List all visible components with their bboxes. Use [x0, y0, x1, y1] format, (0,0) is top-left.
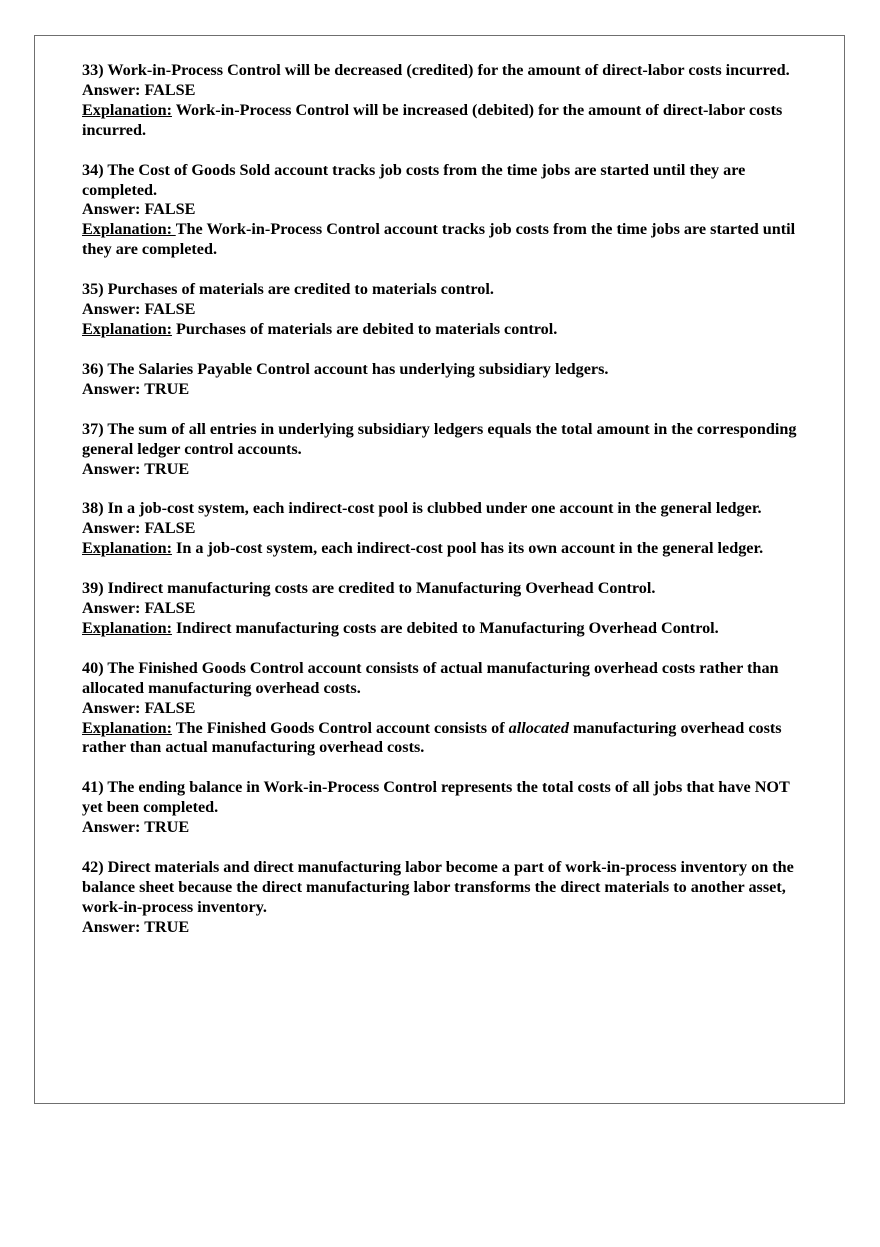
- question-block-38: [82, 499, 807, 559]
- explanation-label: Explanation:: [82, 618, 172, 637]
- answer-line: Answer: FALSE: [82, 200, 196, 219]
- answer-line: Answer: FALSE: [82, 300, 196, 319]
- answer-line: Answer: TRUE: [82, 459, 190, 478]
- question-block-40: [82, 659, 807, 759]
- question-block-37: [82, 420, 807, 480]
- question-block-35: [82, 280, 807, 340]
- explanation-text-pre: The Finished Goods Control account consists of: [171, 718, 509, 737]
- explanation-text: Work-in-Process Control will be increased (debited) for the amount of direct-labor costs incurred.: [82, 100, 783, 139]
- explanation-label: Explanation:: [82, 539, 172, 558]
- question-text: 36) The Salaries Payable Control account has underlying subsidiary ledgers.: [82, 359, 609, 378]
- question-block-34: [82, 161, 807, 261]
- question-text: 35) Purchases of materials are credited to materials control.: [82, 280, 494, 299]
- answer-line: Answer: FALSE: [82, 599, 196, 618]
- question-text: 41) The ending balance in Work-in-Process Control represents the total costs of all jobs that have NOT yet been completed.: [82, 778, 790, 817]
- answer-line: Answer: TRUE: [82, 917, 190, 936]
- explanation-text: Indirect manufacturing costs are debited to Manufacturing Overhead Control.: [171, 618, 719, 637]
- question-block-41: [82, 778, 807, 838]
- question-text: 34) The Cost of Goods Sold account tracks job costs from the time jobs are started until they are completed.: [82, 160, 746, 199]
- question-block-33: [82, 61, 807, 141]
- explanation-label: Explanation:: [82, 718, 172, 737]
- explanation-line: [82, 220, 807, 260]
- question-list: [82, 61, 807, 958]
- answer-line: Answer: TRUE: [82, 818, 190, 837]
- question-text: 33) Work-in-Process Control will be decreased (credited) for the amount of direct-labor costs incurred.: [82, 61, 790, 79]
- explanation-label: Explanation:: [82, 100, 172, 119]
- question-block-36: [82, 360, 807, 400]
- explanation-text: The Work-in-Process Control account tracks job costs from the time jobs are started until they are completed.: [82, 220, 796, 259]
- explanation-label: Explanation:: [82, 319, 172, 338]
- explanation-text: In a job-cost system, each indirect-cost pool has its own account in the general ledger.: [171, 539, 764, 558]
- question-block-42: [82, 858, 807, 938]
- question-block-39: [82, 579, 807, 639]
- answer-line: Answer: FALSE: [82, 519, 196, 538]
- explanation-line: [82, 719, 807, 759]
- question-text: 42) Direct materials and direct manufacturing labor become a part of work-in-process inventory on the balance sheet because the direct manufacturing labor transforms the direct materials to another asset, work-in-process inventory.: [82, 858, 794, 916]
- explanation-text: Purchases of materials are debited to materials control.: [171, 319, 558, 338]
- explanation-text-emphasis: allocated: [508, 718, 569, 737]
- question-text: 38) In a job-cost system, each indirect-cost pool is clubbed under one account in the general ledger.: [82, 499, 762, 518]
- answer-line: Answer: FALSE: [82, 698, 196, 717]
- answer-line: Answer: FALSE: [82, 80, 196, 99]
- question-text: 39) Indirect manufacturing costs are credited to Manufacturing Overhead Control.: [82, 579, 656, 598]
- explanation-line: [82, 101, 807, 141]
- answer-line: Answer: TRUE: [82, 379, 190, 398]
- question-text: 37) The sum of all entries in underlying subsidiary ledgers equals the total amount in the corresponding general ledger control accounts.: [82, 419, 797, 458]
- explanation-line: [82, 619, 807, 639]
- explanation-text-post: manufacturing overhead costs rather than actual manufacturing overhead costs.: [82, 718, 782, 757]
- explanation-line: [82, 539, 807, 559]
- question-text: 40) The Finished Goods Control account consists of actual manufacturing overhead costs rather than allocated manufacturing overhead costs.: [82, 658, 779, 697]
- explanation-label: Explanation:: [82, 220, 176, 239]
- explanation-line: [82, 320, 807, 340]
